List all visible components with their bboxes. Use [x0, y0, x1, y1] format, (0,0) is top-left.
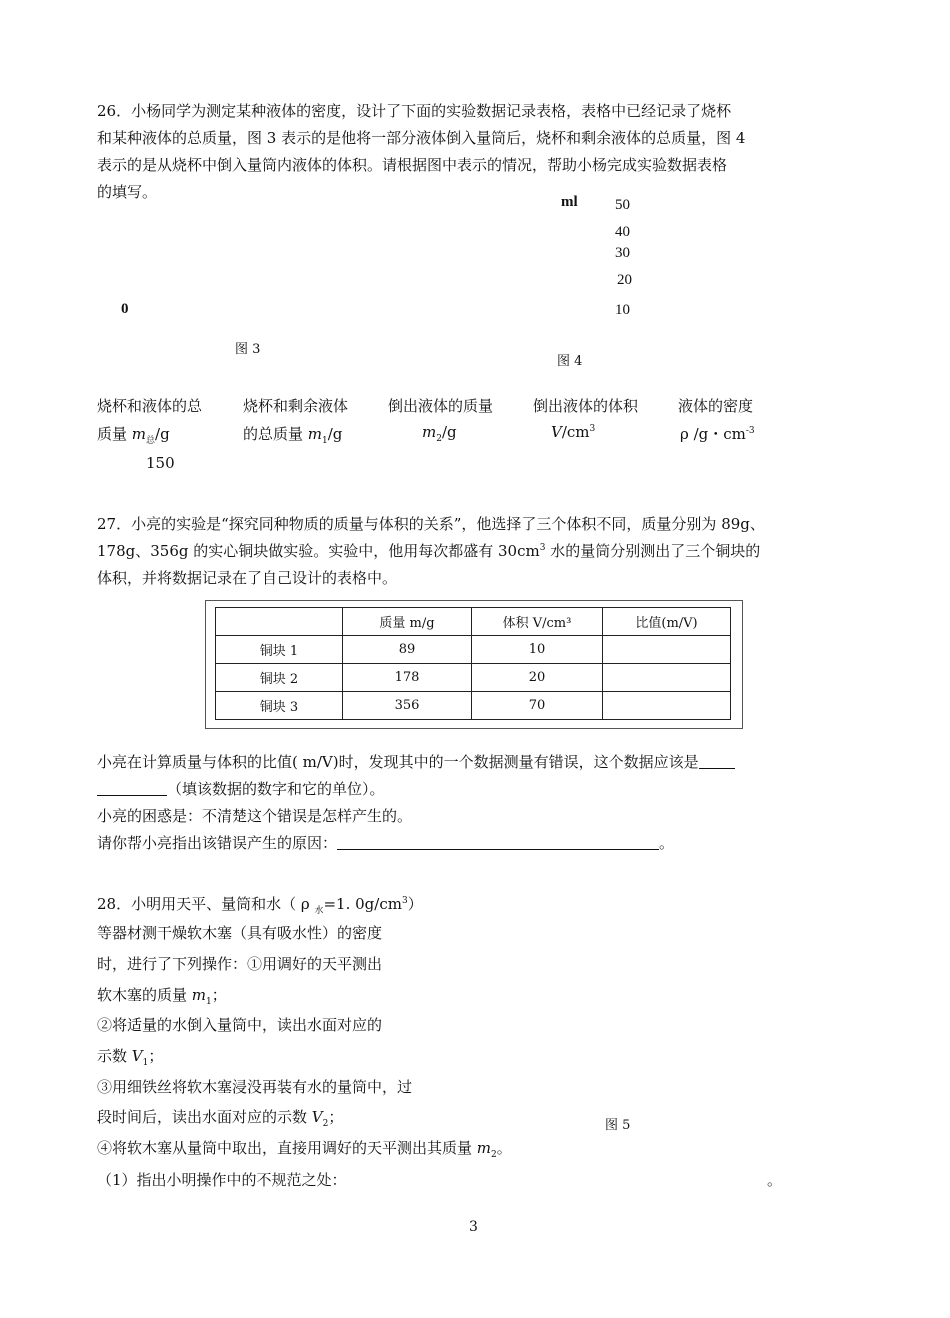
fig4-caption: 图 4: [557, 354, 583, 369]
q27-line-1: 27．小亮的实验是“探究同种物质的质量与体积的关系”，他选择了三个体积不同，质量分别为 89g、: [97, 515, 765, 533]
answer-blank[interactable]: [699, 754, 735, 769]
q27-table: [215, 607, 731, 720]
q28-line-5: ②将适量的水倒入量筒中，读出水面对应的: [97, 1016, 383, 1034]
table-cell: [603, 664, 731, 692]
fig3-zero-label: 0: [121, 301, 129, 317]
fig5-caption: 图 5: [605, 1118, 631, 1133]
q28-line-10: （1）指出小明操作中的不规范之处：: [97, 1171, 347, 1189]
q28-line-6: 示数 $V_1$；: [97, 1047, 164, 1068]
q26-col5-header: 液体的密度: [678, 397, 754, 415]
q28-line-3: 时，进行了下列操作：①用调好的天平测出: [97, 955, 383, 973]
table-row: [216, 636, 731, 664]
q26-total-mass-value: 150: [146, 454, 175, 472]
fig4-unit-label: ml: [561, 194, 578, 210]
q26-col2-header: 烧杯和剩余液体: [243, 397, 349, 415]
table-header-cell: [216, 608, 343, 636]
table-cell: 178: [343, 664, 472, 692]
q26-col2-header-line2: 的总质量 $m_1/g$: [243, 425, 343, 446]
table-header-cell: 比值(m/V): [603, 608, 731, 636]
table-cell: 铜块 3: [216, 692, 343, 720]
q27-after-line-1: 小亮在计算质量与体积的比值( m/V)时，发现其中的一个数据测量有错误，这个数据应该是: [97, 751, 735, 772]
q27-table-image: [205, 600, 743, 729]
q26-col3-header: 倒出液体的质量: [388, 397, 494, 415]
q26-line-1: 26．小杨同学为测定某种液体的密度，设计了下面的实验数据记录表格，表格中已经记录了烧杯: [97, 102, 732, 120]
fig4-scale-20: 20: [617, 272, 632, 288]
table-cell: 10: [472, 636, 603, 664]
table-cell: 356: [343, 692, 472, 720]
q28-line-4: 软木塞的质量 $m_1$；: [97, 986, 227, 1007]
q28-line-1: 28．小明用天平、量筒和水（ ρ $_水$=1. $0g/cm^3$）: [97, 895, 423, 916]
q28-line-9: ④将软木塞从量筒中取出，直接用调好的天平测出其质量 $m_2$。: [97, 1139, 512, 1160]
q26-col1-header: 烧杯和液体的总: [97, 397, 203, 415]
table-cell: 铜块 1: [216, 636, 343, 664]
fig4-scale-10: 10: [615, 302, 630, 318]
q28-line-2: 等器材测干燥软木塞（具有吸水性）的密度: [97, 924, 383, 942]
q27-after-line-2: （填该数据的数字和它的单位）。: [97, 778, 385, 799]
q28-line-10-end: 。: [767, 1171, 783, 1189]
table-cell: 铜块 2: [216, 664, 343, 692]
q27-line-3: 体积，并将数据记录在了自己设计的表格中。: [97, 569, 398, 587]
q26-line-3: 表示的是从烧杯中倒入量筒内液体的体积。请根据图中表示的情况，帮助小杨完成实验数据表格: [97, 156, 728, 174]
table-row: [216, 692, 731, 720]
answer-blank[interactable]: [97, 781, 167, 796]
table-row: [216, 608, 731, 636]
table-row: [216, 664, 731, 692]
q28-line-8: 段时间后，读出水面对应的示数 $V_2$；: [97, 1108, 344, 1129]
table-cell: 70: [472, 692, 603, 720]
page-number: 3: [469, 1219, 478, 1235]
q26-col4-header-line2: $V/cm^3$: [551, 423, 596, 441]
table-header-cell: 质量 m/g: [343, 608, 472, 636]
table-header-cell: 体积 V/cm³: [472, 608, 603, 636]
q27-after-line-3: 小亮的困惑是：不清楚这个错误是怎样产生的。: [97, 807, 413, 825]
table-cell: [603, 692, 731, 720]
q26-col1-header-line2: 质量 $m_总/g$: [97, 425, 170, 446]
q26-line-4: 的填写。: [97, 183, 158, 201]
q27-line-2: 178g、356g 的实心铜块做实验。实验中，他用每次都盛有 $30cm^3$ 水的量筒分别测出了三个铜块的: [97, 542, 761, 560]
q27-after-line-4: 请你帮小亮指出该错误产生的原因： 。: [97, 834, 675, 852]
fig4-scale-40: 40: [615, 224, 630, 240]
fig4-scale-50: 50: [615, 197, 630, 213]
table-cell: 89: [343, 636, 472, 664]
q26-line-2: 和某种液体的总质量，图 3 表示的是他将一部分液体倒入量筒后，烧杯和剩余液体的总质量，图 4: [97, 129, 746, 147]
q26-col3-header-line2: $m_2/g$: [422, 423, 457, 444]
fig3-caption: 图 3: [235, 342, 261, 357]
fig4-scale-30: 30: [615, 245, 630, 261]
table-cell: 20: [472, 664, 603, 692]
table-cell: [603, 636, 731, 664]
q26-col4-header: 倒出液体的体积: [533, 397, 639, 415]
q28-line-7: ③用细铁丝将软木塞浸没再装有水的量筒中，过: [97, 1078, 413, 1096]
answer-blank[interactable]: [337, 835, 659, 850]
q26-col5-header-line2: ρ /g・$cm^{-3}$: [680, 425, 755, 443]
